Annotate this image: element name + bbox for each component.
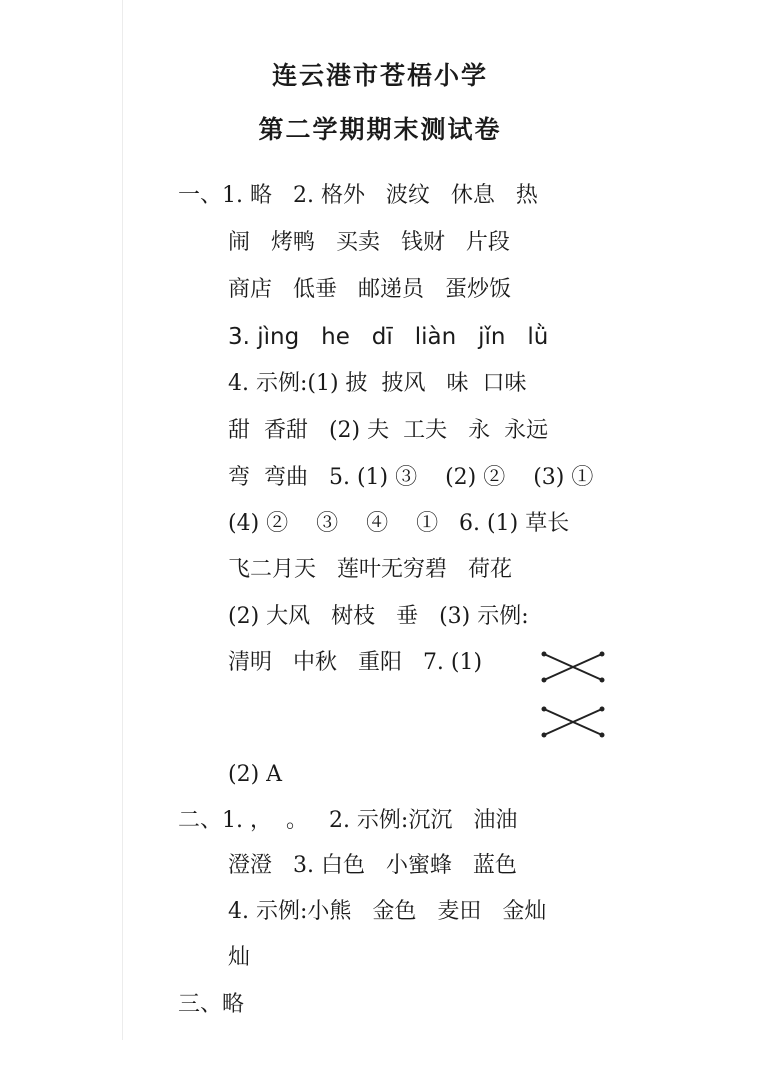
cross-dot [542,707,547,712]
cross-dot [542,652,547,657]
page-edge [122,0,123,1040]
answer-line-15: 4. 示例:小熊 金色 麦田 金灿 [228,899,547,924]
answer-line-12: (2) A [228,762,283,787]
answer-line-3: 商店 低垂 邮递员 蛋炒饭 [228,277,511,302]
matching-cross-figure [538,701,608,741]
exam-title: 第二学期期末测试卷 [258,115,502,144]
answer-line-11: 清明 中秋 重阳 7. (1) [228,650,483,675]
school-title: 连云港市苍梧小学 [271,61,488,90]
answer-line-10: (2) 大风 树枝 垂 (3) 示例: [228,604,529,629]
answer-line-17: 三、略 [178,992,245,1017]
answer-line-4: 3. jìng he dī liàn jǐn lǜ [228,324,549,350]
answer-line-1: 一、1. 略 2. 格外 波纹 休息 热 [178,183,538,208]
answer-line-16: 灿 [228,945,251,970]
answer-line-6: 甜 香甜 (2) 夫 工夫 永 永远 [228,418,549,443]
cross-dot [600,652,605,657]
answer-line-2: 闹 烤鸭 买卖 钱财 片段 [228,230,510,255]
answer-line-8: (4) ② ③ ④ ① 6. (1) 草长 [228,511,570,536]
answer-line-14: 澄澄 3. 白色 小蜜蜂 蓝色 [228,853,517,878]
answer-line-9: 飞二月天 莲叶无穷碧 荷花 [228,557,512,582]
answer-line-13: 二、1. ， 。 2. 示例:沉沉 油油 [178,808,518,833]
cross-dot [600,678,605,683]
cross-dot [600,707,605,712]
cross-dot [542,733,547,738]
answer-line-7: 弯 弯曲 5. (1) ③ (2) ② (3) ① [228,465,594,490]
matching-cross-figure [538,646,608,686]
cross-dot [600,733,605,738]
cross-dot [542,678,547,683]
answer-line-5: 4. 示例:(1) 披 披风 味 口味 [228,371,527,396]
